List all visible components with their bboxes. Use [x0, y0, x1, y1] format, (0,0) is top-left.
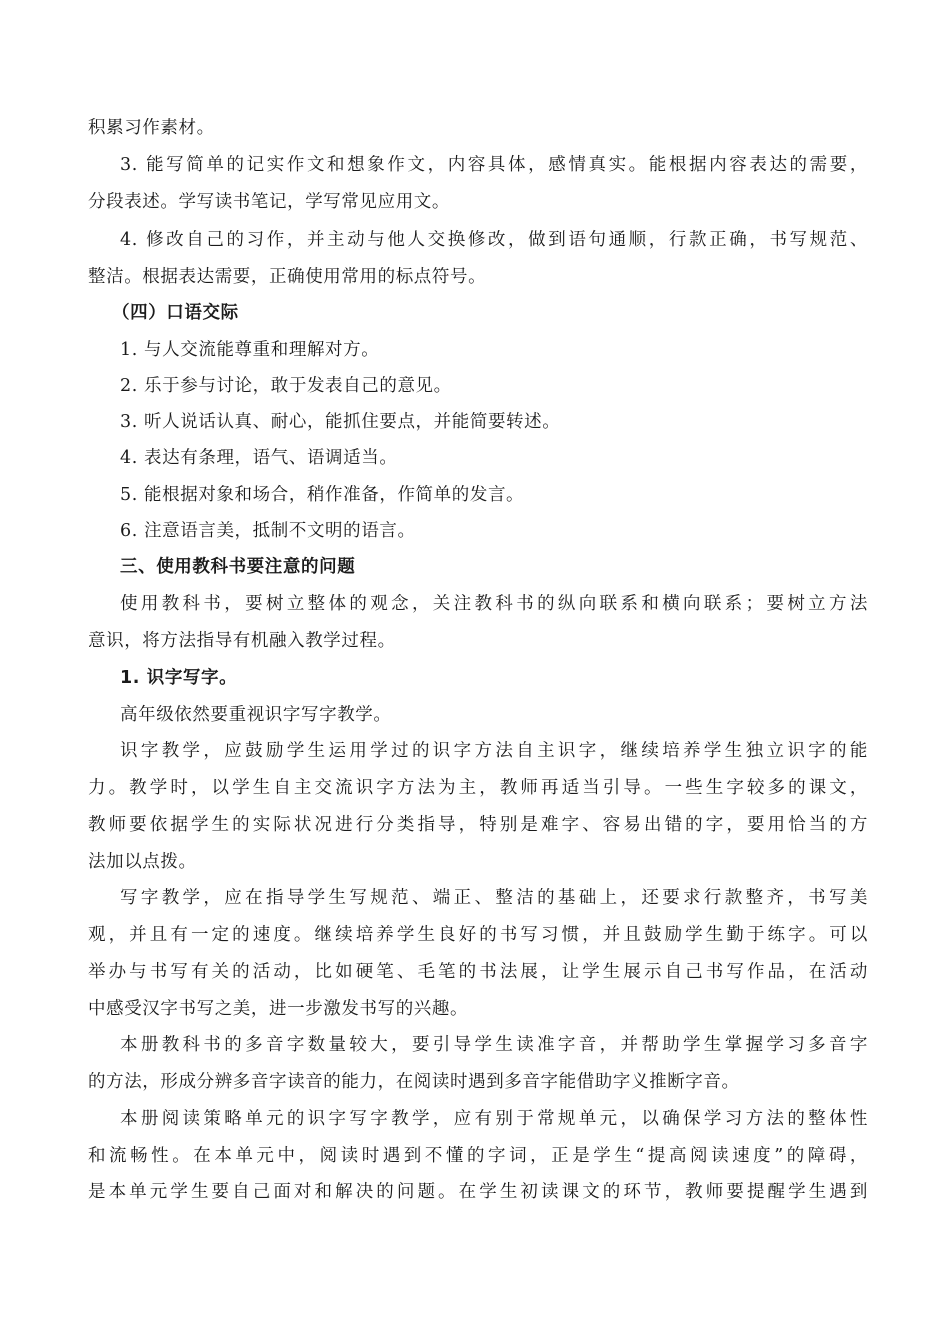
paragraph-line: 观，并且有一定的速度。继续培养学生良好的书写习惯，并且鼓励学生勤于练字。可以 — [88, 925, 868, 945]
list-item: 2. 乐于参与讨论，敢于发表自己的意见。 — [120, 376, 452, 396]
paragraph-line: 识字教学，应鼓励学生运用学过的识字方法自主识字，继续培养学生独立识字的能 — [120, 741, 868, 761]
paragraph-line: 分段表述。学写读书笔记，学写常见应用文。 — [88, 192, 450, 212]
paragraph-line: 中感受汉字书写之美，进一步激发书写的兴趣。 — [88, 999, 469, 1019]
paragraph-line: 和流畅性。在本单元中，阅读时遇到不懂的字词，正是学生“提高阅读速度”的障碍， — [88, 1146, 868, 1166]
list-item: 1. 与人交流能尊重和理解对方。 — [120, 340, 380, 360]
paragraph-line: 法加以点拨。 — [88, 852, 197, 872]
paragraph-line: 力。教学时，以学生自主交流识字方法为主，教师再适当引导。一些生字较多的课文， — [88, 778, 868, 798]
paragraph-line: 高年级依然要重视识字写字教学。 — [120, 705, 392, 725]
list-item: 4. 表达有条理，语气、语调适当。 — [120, 448, 398, 468]
paragraph-line: 是本单元学生要自己面对和解决的问题。在学生初读课文的环节，教师要提醒学生遇到 — [88, 1182, 868, 1202]
list-item: 5. 能根据对象和场合，稍作准备，作简单的发言。 — [120, 485, 525, 505]
section-heading: 三、使用教科书要注意的问题 — [120, 557, 356, 577]
section-heading: （四）口语交际 — [112, 303, 239, 323]
subsection-heading: 1. 识字写字。 — [120, 668, 238, 688]
paragraph-line: 4. 修改自己的习作，并主动与他人交换修改，做到语句通顺，行款正确，书写规范、 — [120, 230, 868, 250]
list-item: 6. 注意语言美，抵制不文明的语言。 — [120, 521, 416, 541]
paragraph-line: 整洁。根据表达需要，正确使用常用的标点符号。 — [88, 267, 487, 287]
paragraph-line: 教师要依据学生的实际状况进行分类指导，特别是难字、容易出错的字，要用恰当的方 — [88, 815, 868, 835]
paragraph-line: 举办与书写有关的活动，比如硬笔、毛笔的书法展，让学生展示自己书写作品，在活动 — [88, 962, 868, 982]
paragraph-line: 积累习作素材。 — [88, 118, 215, 138]
paragraph-line: 写字教学，应在指导学生写规范、端正、整洁的基础上，还要求行款整齐，书写美 — [120, 888, 868, 908]
list-item: 3. 听人说话认真、耐心，能抓住要点，并能简要转述。 — [120, 412, 561, 432]
paragraph-line: 本册教科书的多音字数量较大，要引导学生读准字音，并帮助学生掌握学习多音字 — [120, 1035, 868, 1055]
paragraph-line: 本册阅读策略单元的识字写字教学，应有别于常规单元，以确保学习方法的整体性 — [120, 1109, 868, 1129]
paragraph-line: 的方法，形成分辨多音字读音的能力，在阅读时遇到多音字能借助字义推断字音。 — [88, 1072, 740, 1092]
paragraph-line: 使用教科书，要树立整体的观念，关注教科书的纵向联系和横向联系；要树立方法 — [120, 594, 868, 614]
paragraph-line: 3. 能写简单的记实作文和想象作文，内容具体，感情真实。能根据内容表达的需要， — [120, 155, 868, 175]
paragraph-line: 意识，将方法指导有机融入教学过程。 — [88, 631, 396, 651]
